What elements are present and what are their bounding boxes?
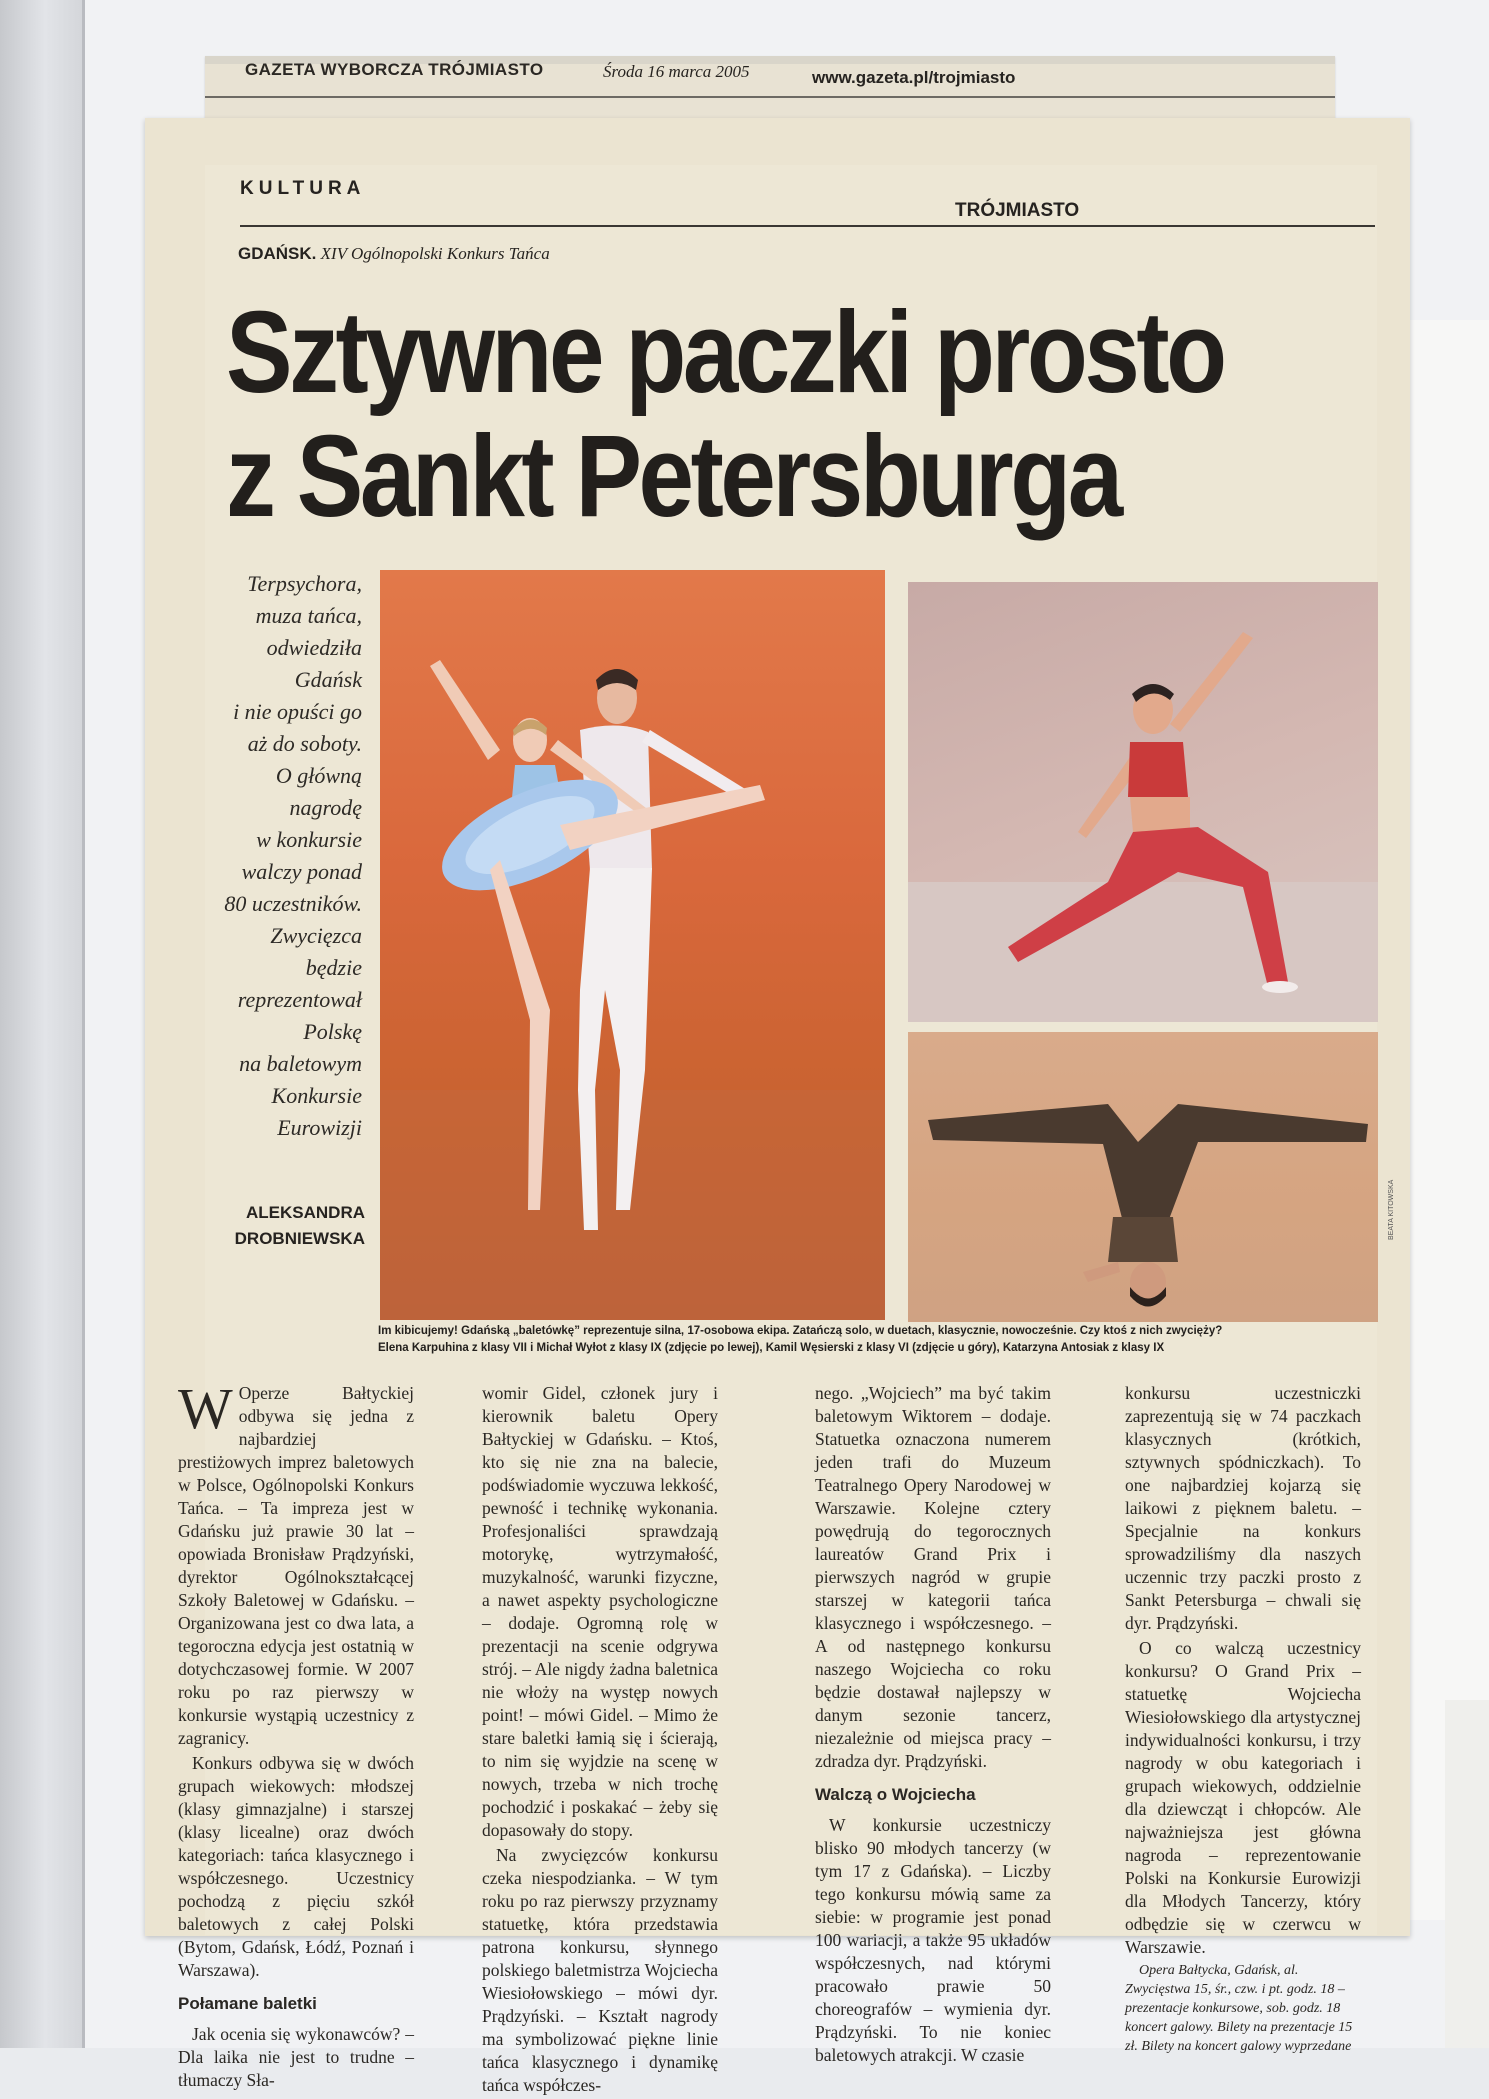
masthead-paper: GAZETA WYBORCZA TRÓJMIASTO <box>245 60 544 79</box>
adjacent-clipping-lower <box>1445 1700 1489 2048</box>
headline-line2: z Sankt Petersburga <box>226 411 1120 541</box>
headline <box>226 287 1224 541</box>
article-paragraph: O co walczą uczestnicy konkursu? O Grand Prix – statuetkę Wojciecha Wiesiołowskiego dla artystycznej indywidualności konkursu, i trzy nagrody w obu kategoriach i grupach wiekowych, oddzielnie dla dziewcząt i chłopców. Ale najważniejsza jest główna nagroda – reprezentowanie Polski na Konkursie Eurowizji dla Młodych Tancerzy, który odbędzie się w czerwcu w Warszawie. <box>1125 1638 1361 1957</box>
lead-line: nagrodę <box>289 795 362 820</box>
article-paragraph: Na zwycięzców konkursu czeka niespodzianka. – W tym roku po raz pierwszy przyznamy statuetkę, która przedstawia patrona konkursu, słynnego polskiego baletmistrza Wojciecha Wiesiołowskiego – mówi dyr. Prądzyński. – Kształt nagrody ma symbolizować piękne linie tańca klasycznego i dynamikę tańca współczes- <box>482 1845 718 2095</box>
lead-line: Zwycięzca <box>270 923 362 948</box>
masthead-url: www.gazeta.pl/trojmiasto <box>812 68 1016 87</box>
lead-line: w konkursie <box>256 827 362 852</box>
kicker-city: GDAŃSK. <box>238 244 317 263</box>
byline <box>215 1200 365 1252</box>
byline-first: ALEKSANDRA <box>246 1203 365 1222</box>
lead-line: aż do soboty. <box>247 731 362 756</box>
section-name: KULTURA <box>240 178 366 199</box>
caption-line2: Elena Karpuhina z klasy VII i Michał Wyłot z klasy IX (zdjęcie po lewej), Kamil Węsierski z klasy VI (zdjęcie u góry), Katarzyna Antosiak z klasy IX <box>378 1342 1165 1354</box>
article-column-3 <box>815 1382 1051 2069</box>
article-column-4 <box>1125 1382 1361 2058</box>
subheading: Walczą o Wojciecha <box>815 1785 976 1804</box>
kicker-event: XIV Ogólnopolski Konkurs Tańca <box>320 244 550 263</box>
adjacent-clipping <box>1405 320 1489 1920</box>
lead-line: Terpsychora, <box>247 571 362 596</box>
article-paragraph: womir Gidel, członek jury i kierownik baletu Opery Bałtyckiej w Gdańsku. – Ktoś, kto się nie zna na balecie, podświadomie wyczuwa lekkość, pewność i technikę wykonania. Profesjonaliści sprawdzają motorykę, wytrzymałość, muzykalność, warunki fizyczne, a nawet aspekty psychologiczne – dodaje. Ogromną rolę w prezentacji na scenie odgrywa strój. – Ale nigdy żadna baletnica nie włoży na występ nowych point! – mówi Gidel. – Mimo że stare baletki łamią się i ścierają, to nim się wyjdzie na scenę w nowych, trzeba w nich trochę pochodzić i poskakać – żeby się dopasowały do stopy. <box>482 1383 718 1840</box>
lead-line: reprezentował <box>237 987 362 1012</box>
subheading: Połamane baletki <box>178 1994 317 2013</box>
lead-line: będzie <box>305 955 362 980</box>
byline-last: DROBNIEWSKA <box>234 1229 365 1248</box>
lead-line: Gdańsk <box>294 667 362 692</box>
article-column-1 <box>178 1376 414 2094</box>
masthead-date: Środa 16 marca 2005 <box>603 62 750 81</box>
drop-cap: W <box>178 1376 233 1441</box>
photo-male-dancer <box>908 582 1378 1022</box>
lead-line: 80 uczestników. <box>224 891 362 916</box>
event-info: Opera Bałtycka, Gdańsk, al. Zwycięstwa 15, śr., czw. i pt. godz. 18 – prezentacje konkursowe, sob. godz. 18 koncert galowy. Bilety na prezentacje 15 zł. Bilety na koncert galowy wyprzedane <box>1125 1963 1353 2054</box>
photo-floor-dancer <box>908 1032 1378 1322</box>
lead-line: walczy ponad <box>241 859 362 884</box>
lead-line: odwiedziła <box>266 635 362 660</box>
article-paragraph: nego. „Wojciech” ma być takim baletowym Wiktorem – dodaje. Statuetka oznaczona numerem jeden trafi do Muzeum Teatralnego Opery Narodowej w Warszawie. Kolejne cztery powędrują do tegorocznych laureatów Grand Prix i pierwszych nagród w grupie starszej w kategorii tańca klasycznego i współczesnego. – A od następnego konkursu naszego Wojciecha co roku będzie dostawał najlepszy w danym sezonie tancerz, niezależnie od miejsca pracy – zdradza dyr. Prądzyński. <box>815 1383 1051 1771</box>
paragraph-text: Operze Bałtyckiej odbywa się jedna z najbardziej prestiżowych imprez baletowych w Polsce, Ogólnopolski Konkurs Tańca. – Ta impreza jest w Gdańsku już prawie 30 lat – opowiada Bronisław Prądzyński, dyrektor Ogólnokształcącej Szkoły Baletowej w Gdańsku. – Organizowana jest co dwa lata, a tegoroczna edycja jest ostatnią w dotychczasowej formie. W 2007 roku po raz pierwszy w konkursie wystąpią uczestnicy z zagranicy. <box>178 1383 414 1748</box>
lead-line: i nie opuści go <box>233 699 362 724</box>
binder-edge <box>0 0 82 2048</box>
lead-text <box>190 568 362 1144</box>
article-paragraph: W konkursie uczestniczy blisko 90 młodych tancerzy (w tym 17 z Gdańska). – Liczby tego konkursu mówią same za siebie: w programie jest ponad 100 wariacji, a także 95 układów współczesnych, nad którymi pracowało prawie 50 choreografów – wymienia dyr. Prądzyński. To nie koniec baletowych atrakcji. W czasie <box>815 1815 1051 2065</box>
lead-line: Polskę <box>303 1019 362 1044</box>
article-column-2 <box>482 1382 718 2099</box>
lead-line: na baletowym <box>239 1051 362 1076</box>
kicker <box>238 244 550 264</box>
photo-ballet-duet <box>380 570 885 1320</box>
section-rule <box>240 225 1375 227</box>
lead-line: Konkursie <box>271 1083 362 1108</box>
lead-line: Eurowizji <box>277 1115 362 1140</box>
headline-line1: Sztywne paczki prosto <box>226 287 1224 417</box>
article-paragraph: Jak ocenia się wykonawców? – Dla laika nie jest to trudne – tłumaczy Sła- <box>178 2024 414 2090</box>
lead-line: O główną <box>275 763 362 788</box>
lead-line: muza tańca, <box>255 603 362 628</box>
caption-line1: Im kibicujemy! Gdańską „baletówkę” reprezentuje silna, 17-osobowa ekipa. Zatańczą solo, w duetach, klasycznie, nowocześnie. Czy ktoś z nich zwycięży? <box>378 1325 1223 1337</box>
masthead-rule <box>205 96 1335 98</box>
article-paragraph <box>178 1376 414 1750</box>
photo-credit: BEATA KITOWSKA <box>1388 1179 1395 1240</box>
article-paragraph: Konkurs odbywa się w dwóch grupach wiekowych: młodszej (klasy gimnazjalne) i starszej (klasy licealne) oraz dwóch kategoriach: tańca klasycznego i współczesnego. Uczestnicy pochodzą z pięciu szkół baletowych z całej Polski (Bytom, Gdańsk, Łódź, Poznań i Warszawa). <box>178 1753 414 1980</box>
article-paragraph: konkursu uczestniczki zaprezentują się w 74 paczkach klasycznych (krótkich, sztywnych spódniczkach). To one najbardziej kojarzą się laikowi z pięknem baletu. – Specjalnie na konkurs sprowadziliśmy dla naszych uczennic trzy paczki prosto z Sankt Petersburga – chwali się dyr. Prądzyński. <box>1125 1383 1361 1633</box>
section-region: TRÓJMIASTO <box>955 200 1080 221</box>
photo-caption <box>378 1323 1378 1357</box>
